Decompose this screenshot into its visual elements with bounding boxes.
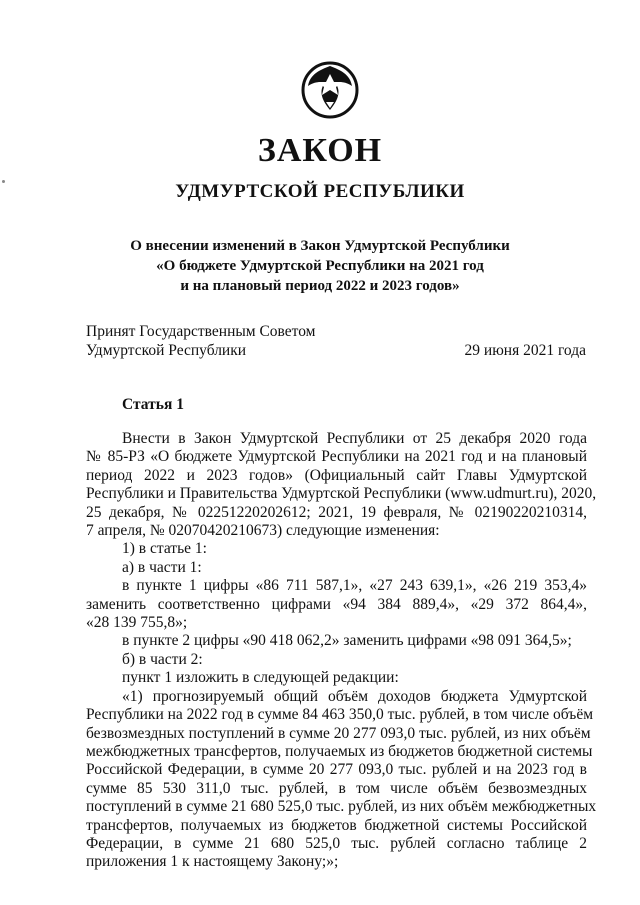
text-line: Федерации, в сумме 21 680 525,0 тыс. рублей согласно таблице 2 <box>86 834 587 852</box>
law-heading <box>0 236 640 296</box>
text-line: поступлений в сумме 21 680 525,0 тыс. рублей, из них объём межбюджетных <box>86 798 597 816</box>
text-line: в пункте 1 цифры «86 711 587,1», «27 243 639,1», «26 219 353,4» <box>122 577 587 595</box>
document-subtitle: УДМУРТСКОЙ РЕСПУБЛИКИ <box>175 181 465 202</box>
text-line: 25 декабря, № 02251220202612; 2021, 19 февраля, № 02190220210314, <box>86 503 587 521</box>
adoption-block <box>86 322 586 360</box>
quoted-paragraph <box>86 687 597 872</box>
text-line: заменить соответственно цифрами «94 384 889,4», «29 372 864,4», <box>86 595 587 613</box>
list-item: б) в части 2: <box>122 650 203 668</box>
text-line: трансфертов, получаемых из бюджетов бюджетной системы Российской <box>86 816 587 834</box>
intro-paragraph <box>86 430 597 540</box>
list-item: пункт 1 изложить в следующей редакции: <box>122 669 399 687</box>
text-line: сумме 85 530 311,0 тыс. рублей, в том числе объём безвозмездных <box>86 779 587 797</box>
text-line: 7 апреля, № 02070420210673) следующие изменения: <box>86 522 440 540</box>
adopted-by-line: Принят Государственным Советом <box>86 323 316 340</box>
heading-line: «О бюджете Удмуртской Республики на 2021 год <box>156 258 484 274</box>
heading-line: О внесении изменений в Закон Удмуртской Республики <box>130 238 510 254</box>
text-line: № 85-РЗ «О бюджете Удмуртской Республики на 2021 год и на плановый <box>86 448 587 466</box>
text-line: «1) прогнозируемый общий объём доходов бюджета Удмуртской <box>122 687 587 705</box>
text-line: приложения 1 к настоящему Закону;»; <box>86 853 339 871</box>
document-title: ЗАКОН <box>257 132 383 169</box>
text-line: «28 139 755,8»; <box>86 614 188 632</box>
article-body <box>86 430 597 872</box>
adoption-date: 29 июня 2021 года <box>464 342 586 359</box>
point-1-paragraph <box>86 577 587 632</box>
udmurtia-emblem-icon <box>298 56 362 120</box>
article-title: Статья 1 <box>122 396 184 413</box>
list-item: а) в части 1: <box>122 558 202 576</box>
text-line: Республики и Правительства Удмуртской Республики (www.udmurt.ru), 2020, <box>86 485 597 503</box>
text-line: период 2022 и 2023 годов» (Официальный сайт Главы Удмуртской <box>86 466 587 484</box>
adopted-by-line: Удмуртской Республики <box>86 342 247 359</box>
text-line: Республики на 2022 год в сумме 84 463 350,0 тыс. рублей, в том числе объём <box>86 706 594 724</box>
text-line: Внести в Закон Удмуртской Республики от 25 декабря 2020 года <box>122 430 587 447</box>
text-line: Российской Федерации, в сумме 20 277 093,0 тыс. рублей и на 2023 год в <box>86 761 587 779</box>
text-line: межбюджетных трансфертов, получаемых из бюджетов бюджетной системы <box>86 742 593 760</box>
heading-line: и на плановый период 2022 и 2023 годов» <box>180 278 460 294</box>
text-line: безвозмездных поступлений в сумме 20 277 093,0 тыс. рублей, из них объём <box>86 724 591 742</box>
list-item: в пункте 2 цифры «90 418 062,2» заменить цифрами «98 091 364,5»; <box>122 632 572 650</box>
list-item: 1) в статье 1: <box>122 540 207 558</box>
